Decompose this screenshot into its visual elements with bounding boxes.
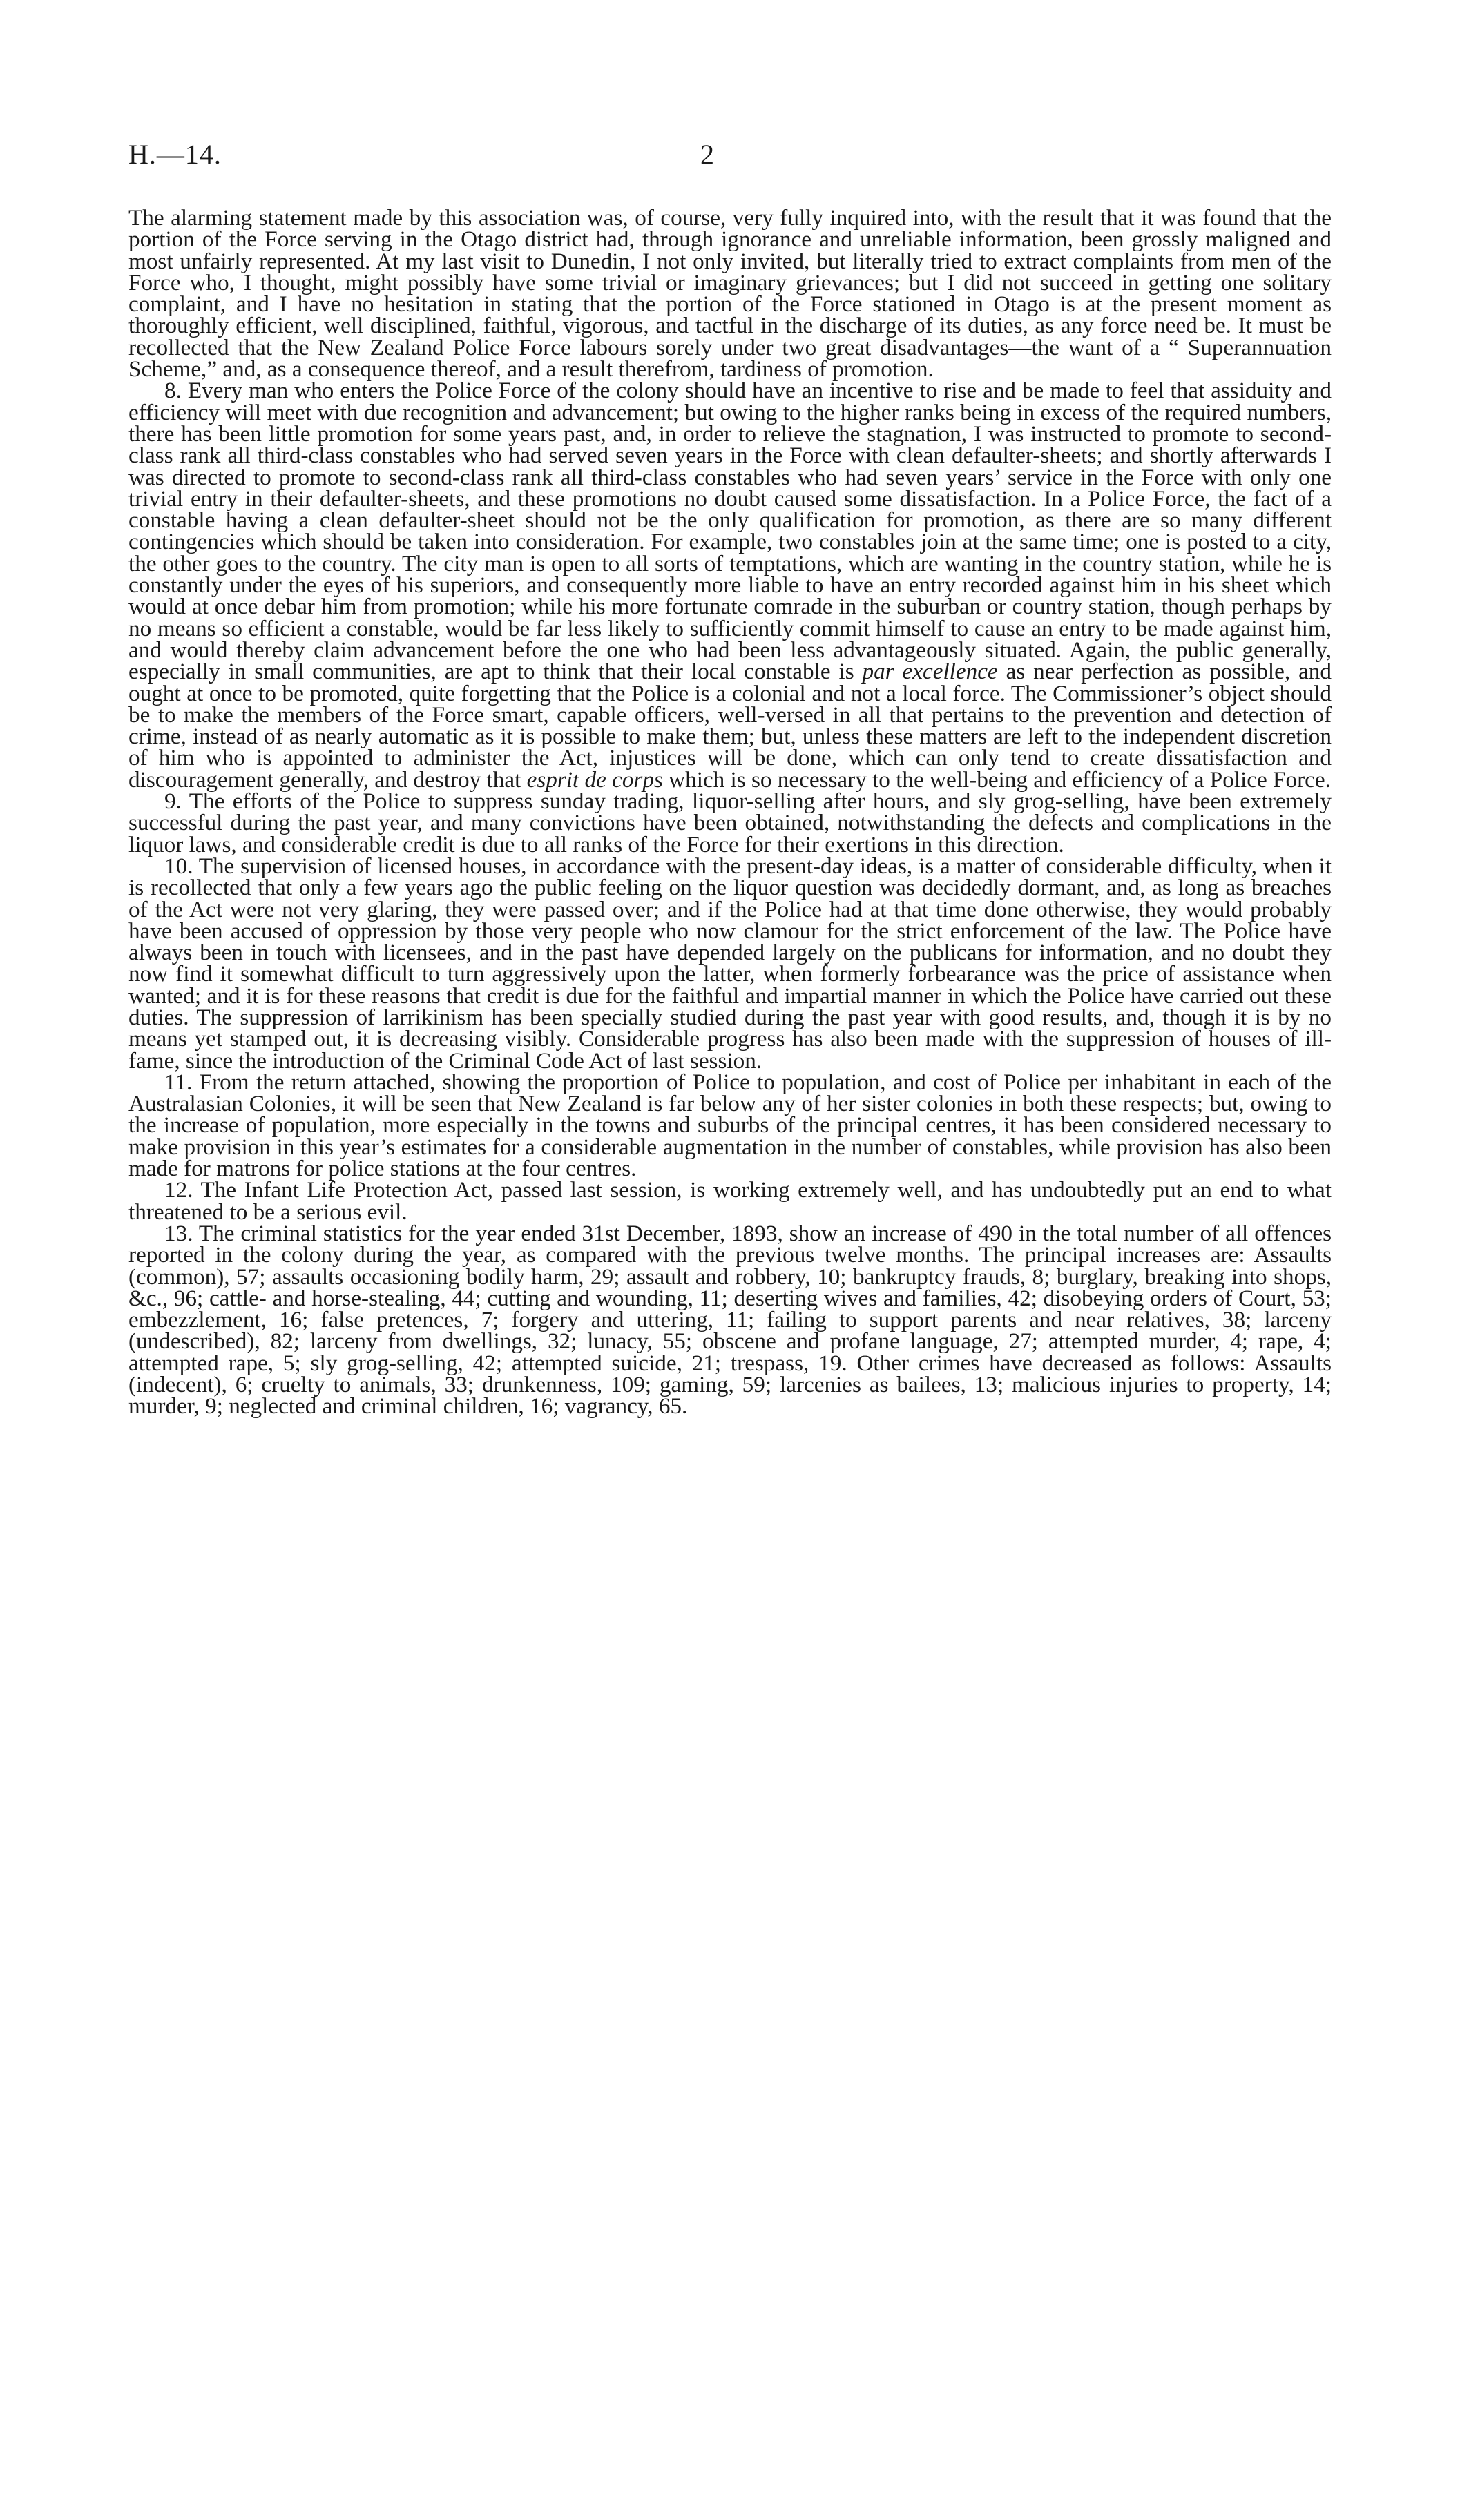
paragraph-text: The criminal statistics for the year ended 31st December, 1893, show an increase of 490 in the total number of all offences reported in the colony during the year, as compared with the previous twelve months. The principal increases are: Assaults (common), 57; assaults occasioning bodily harm, 29; assault and robbery, 10; bankruptcy frauds, 8; burglary, breaking into shops, &c., 96; cattle- and horse-stealing, 44; cutting and wounding, 11; deserting wives and families, 42; disobeying orders of Court, 53; embezzlement, 16; false pretences, 7; forgery and uttering, 11; failing to support parents and near relatives, 38; larceny (undescribed), 82; larceny from dwellings, 32; lunacy, 55; obscene and profane language, 27; attempted murder, 4; rape, 4; attempted rape, 5; sly grog-selling, 42; attempted suicide, 21; trespass, 19. Other crimes have decreased as follows: Assaults (indecent), 6; cruelty to animals, 33; drunkenness, 109; gaming, 59; larcenies as bailees, 13; malicious injuries to property, 14; murder, 9; neglected and criminal children, 16; vagrancy, 65. [128,1220,1332,1419]
numbered-paragraph [128,855,1332,1072]
paragraph-number: 11. [164,1069,193,1095]
italic-phrase: par excellence [862,659,998,685]
paragraph-text: The Infant Life Protection Act, passed last session, is working extremely well, and has undoubtedly put an end to what threatened to be a serious evil. [128,1177,1332,1225]
paragraph-number: 10. [164,853,193,879]
paragraph-number: 8. [164,378,182,404]
numbered-paragraph [128,1220,1332,1419]
paragraph-number: 9. [164,788,182,815]
paragraph-text: The efforts of the Police to suppress sunday trading, liquor-selling after hours, and sly grog-selling, have been extremely successful during the past year, and many convictions have been obtained, notwithstanding the defects and complications in the liquor laws, and considerable credit is due to all ranks of the Force for their exertions in this direction. [128,788,1332,857]
paragraph-text: The alarming statement made by this association was, of course, very fully inquired into, with the result that it was found that the portion of the Force serving in the Otago district had, through ignorance and unreliable information, been grossly maligned and most unfairly represented. At my last visit to Dunedin, I not only invited, but literally tried to extract complaints from men of the Force who, I thought, might possibly have some trivial or imaginary grievances; but I did not succeed in getting one solitary complaint, and I have no hesitation in stating that the portion of the Force stationed in Otago is at the present moment as thoroughly efficient, well disciplined, faithful, vigorous, and tactful in the discharge of its duties, as any force need be. It must be recollected that the New Zealand Police Force labours sorely under two great disadvantages—the want of a “ Superannuation Scheme,” and, as a consequence thereof, and a result therefrom, tardiness of promotion. [128,205,1332,382]
numbered-paragraph [128,1069,1332,1182]
document-reference: H.—14. [128,139,222,170]
numbered-paragraph [128,380,1332,791]
paragraph-text: The supervision of licensed houses, in accordance with the present-day ideas, is a matter of considerable difficulty, when it is recollected that only a few years ago the public feeling on the liquor question was decidedly dormant, and, as long as breaches of the Act were not very glaring, they were passed over; and if the Police had at that time done otherwise, they would probably have been accused of oppression by those very people who now clamour for the strict enforcement of the law. The Police have always been in touch with licensees, and in the past have depended largely on the publicans for information, and no doubt they now find it somewhat difficult to turn aggressively upon the latter, when formerly forbearance was the price of assistance when wanted; and it is for these reasons that credit is due for the faithful and impartial manner in which the Police have carried out these duties. The suppression of larrikinism has been specially studied during the past year with good results, and, though it is by no means yet stamped out, it is decreasing visibly. Considerable progress has also been made with the suppression of houses of ill-fame, since the introduction of the Criminal Code Act of last session. [128,853,1332,1074]
page-number: 2 [700,139,714,170]
paragraph-text: which is so necessary to the well-being and efficiency of a Police Force. [662,766,1331,793]
page-header [128,138,1332,180]
paragraph-text: Every man who enters the Police Force of the colony should have an incentive to rise and be made to feel that assiduity and efficiency will meet with due recognition and advancement; but owing to the higher ranks being in excess of the required numbers, there has been little promotion for some years past, and, in order to relieve the stagnation, I was instructed to promote to second-class rank all third-class constables who had served seven years in the Force with clean defaulter-sheets; and shortly afterwards I was directed to promote to second-class rank all third-class constables who had seven years’ service in the Force with only one trivial entry in their defaulter-sheets, and these promotions no doubt caused some dissatisfaction. In a Police Force, the fact of a constable having a clean defaulter-sheet should not be the only qualification for promotion, as there are so many different contingencies which should be taken into consideration. For example, two constables join at the same time; one is posted to a city, the other goes to the country. The city man is open to all sorts of temptations, which are wanting in the country station, while he is constantly under the eyes of his superiors, and consequently more liable to have an entry recorded against him in his sheet which would at once debar him from promotion; while his more fortunate comrade in the suburban or country station, though perhaps by no means so efficient a constable, would be far less likely to sufficiently commit himself to cause an entry to be made against him, and would thereby claim advancement before the one who had been less advantageously situated. Again, the public generally, especially in small communities, are apt to think that their local constable is [128,378,1332,685]
paragraph-text: From the return attached, showing the proportion of Police to population, and cost of Police per inhabitant in each of the Australasian Colonies, it will be seen that New Zealand is far below any of her sister colonies in both these respects; but, owing to the increase of population, more especially in the towns and suburbs of the principal centres, it has been considered necessary to make provision in this year’s estimates for a considerable augmentation in the number of constables, while provision has also been made for matrons for police stations at the four centres. [128,1069,1332,1182]
paragraph [128,207,1332,380]
body-text [128,207,1332,1417]
paragraph-text: as near perfection as possible, and ought at once to be promoted, quite forgetting that the Police is a colonial and not a local force. The Commissioner’s object should be to make the members of the Force smart, capable officers, well-versed in all that pertains to the prevention and detection of crime, instead of as nearly automatic as it is possible to make them; but, unless these matters are left to the independent discretion of him who is appointed to administer the Act, injustices will be done, which can only tend to create dissatisfaction and discouragement generally, and destroy that [128,659,1332,793]
numbered-paragraph [128,788,1332,857]
paragraph-number: 13. [164,1220,193,1246]
paragraph-number: 12. [164,1177,193,1203]
numbered-paragraph [128,1179,1332,1223]
italic-phrase: esprit de corps [526,766,663,793]
